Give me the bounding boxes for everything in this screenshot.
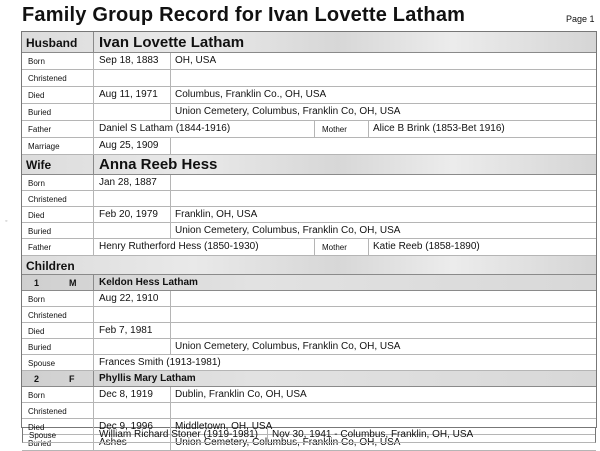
- wife-father: Henry Rutherford Hess (1850-1930): [99, 241, 259, 252]
- wife-buried-label: Buried: [28, 227, 52, 236]
- child-1-spouse-row: [22, 355, 596, 371]
- child-2-born-label: Born: [28, 391, 45, 400]
- child-2-name: Phyllis Mary Latham: [99, 373, 196, 384]
- child-1-born-row: [22, 291, 596, 307]
- marriage-row: [22, 138, 596, 155]
- wife-role-label: Wife: [26, 158, 52, 172]
- child-2-born-row: [22, 387, 596, 403]
- husband-header: [22, 32, 596, 53]
- husband-mother-label: Mother: [322, 125, 347, 134]
- husband-buried-row: [22, 104, 596, 121]
- husband-born-row: [22, 53, 596, 70]
- husband-died-date: Aug 11, 1971: [99, 89, 158, 100]
- wife-mother-label: Mother: [322, 243, 347, 252]
- children-header: [22, 256, 596, 275]
- wife-died-label: Died: [28, 211, 45, 220]
- husband-born-label: Born: [28, 57, 45, 66]
- wife-header: [22, 155, 596, 175]
- child-2-born-date: Dec 8, 1919: [99, 389, 153, 400]
- wife-parents-row: [22, 239, 596, 256]
- child-1-header: [22, 275, 596, 291]
- child-1-name: Keldon Hess Latham: [99, 277, 198, 288]
- child-2-spouse-label: Spouse: [29, 431, 57, 440]
- husband-role-label: Husband: [26, 36, 78, 50]
- child-1-christened-row: [22, 307, 596, 323]
- child-1-sex: M: [69, 278, 77, 288]
- husband-father: Daniel S Latham (1844-1916): [99, 123, 231, 134]
- child-2-spouse-row: [22, 427, 596, 443]
- wife-christened-label: Christened: [28, 195, 67, 204]
- child-2-died-date: Dec 9, 1996: [99, 421, 153, 432]
- husband-buried-label: Buried: [28, 108, 52, 117]
- husband-buried-place: Union Cemetery, Columbus, Franklin Co, OH, USA: [175, 106, 401, 117]
- page-title: Family Group Record for Ivan Lovette Latham: [22, 4, 466, 26]
- child-2-christened-row: [22, 403, 596, 419]
- child-1-number: 1: [34, 278, 40, 288]
- wife-died-date: Feb 20, 1979: [99, 209, 158, 220]
- husband-died-place: Columbus, Franklin Co., OH, USA: [175, 89, 327, 100]
- husband-born-date: Sep 18, 1883: [99, 55, 159, 66]
- marriage-label: Marriage: [28, 142, 60, 151]
- husband-christened-label: Christened: [28, 74, 67, 83]
- child-1-died-label: Died: [28, 327, 45, 336]
- child-1-christened-label: Christened: [28, 311, 67, 320]
- child-2-spouse: William Richard Stoner (1919-1981): [99, 429, 258, 440]
- wife-born-date: Jan 28, 1887: [99, 177, 157, 188]
- child-1-born-date: Aug 22, 1910: [99, 293, 159, 304]
- page-number: Page 1: [566, 14, 595, 24]
- wife-died-row: [22, 207, 596, 223]
- child-2-spouse-marriage: Nov 30, 1941 - Columbus, Franklin, OH, USA: [272, 429, 474, 440]
- wife-christened-row: [22, 191, 596, 207]
- wife-buried-row: [22, 223, 596, 239]
- child-2-christened-label: Christened: [28, 407, 67, 416]
- child-1-buried-place: Union Cemetery, Columbus, Franklin Co, OH, USA: [175, 341, 401, 352]
- husband-died-row: [22, 87, 596, 104]
- children-label: Children: [26, 259, 75, 273]
- child-1-died-date: Feb 7, 1981: [99, 325, 153, 336]
- husband-parents-row: [22, 121, 596, 138]
- child-1-buried-label: Buried: [28, 343, 52, 352]
- wife-born-row: [22, 175, 596, 191]
- child-2-born-place: Dublin, Franklin Co, OH, USA: [175, 389, 307, 400]
- wife-born-label: Born: [28, 179, 45, 188]
- husband-name: Ivan Lovette Latham: [99, 34, 245, 51]
- husband-born-place: OH, USA: [175, 55, 217, 66]
- wife-mother: Katie Reeb (1858-1890): [373, 241, 480, 252]
- husband-mother: Alice B Brink (1853-Bet 1916): [373, 123, 505, 134]
- wife-father-label: Father: [28, 243, 52, 252]
- husband-christened-row: [22, 70, 596, 87]
- child-1-died-row: [22, 323, 596, 339]
- wife-name: Anna Reeb Hess: [99, 156, 218, 173]
- husband-father-label: Father: [28, 125, 52, 134]
- child-1-spouse: Frances Smith (1913-1981): [99, 357, 221, 368]
- marriage-date: Aug 25, 1909: [99, 140, 159, 151]
- wife-buried-place: Union Cemetery, Columbus, Franklin Co, OH, USA: [175, 225, 401, 236]
- child-2-died-place: Middletown, OH, USA: [175, 421, 273, 432]
- child-2-header: [22, 371, 596, 387]
- child-2-buried-date: Ashes: [99, 437, 127, 448]
- scan-mark: ◦: [5, 218, 8, 225]
- child-1-born-label: Born: [28, 295, 45, 304]
- wife-died-place: Franklin, OH, USA: [175, 209, 258, 220]
- child-1-buried-row: [22, 339, 596, 355]
- child-1-spouse-label: Spouse: [28, 359, 56, 368]
- husband-died-label: Died: [28, 91, 45, 100]
- child-2-died-label: Died: [28, 423, 45, 432]
- child-2-number: 2: [34, 374, 40, 384]
- child-2-sex: F: [69, 374, 75, 384]
- child-2-buried-place: Union Cemetery, Columbus, Franklin Co, OH, USA: [175, 437, 401, 448]
- child-2-buried-label: Buried: [28, 439, 52, 448]
